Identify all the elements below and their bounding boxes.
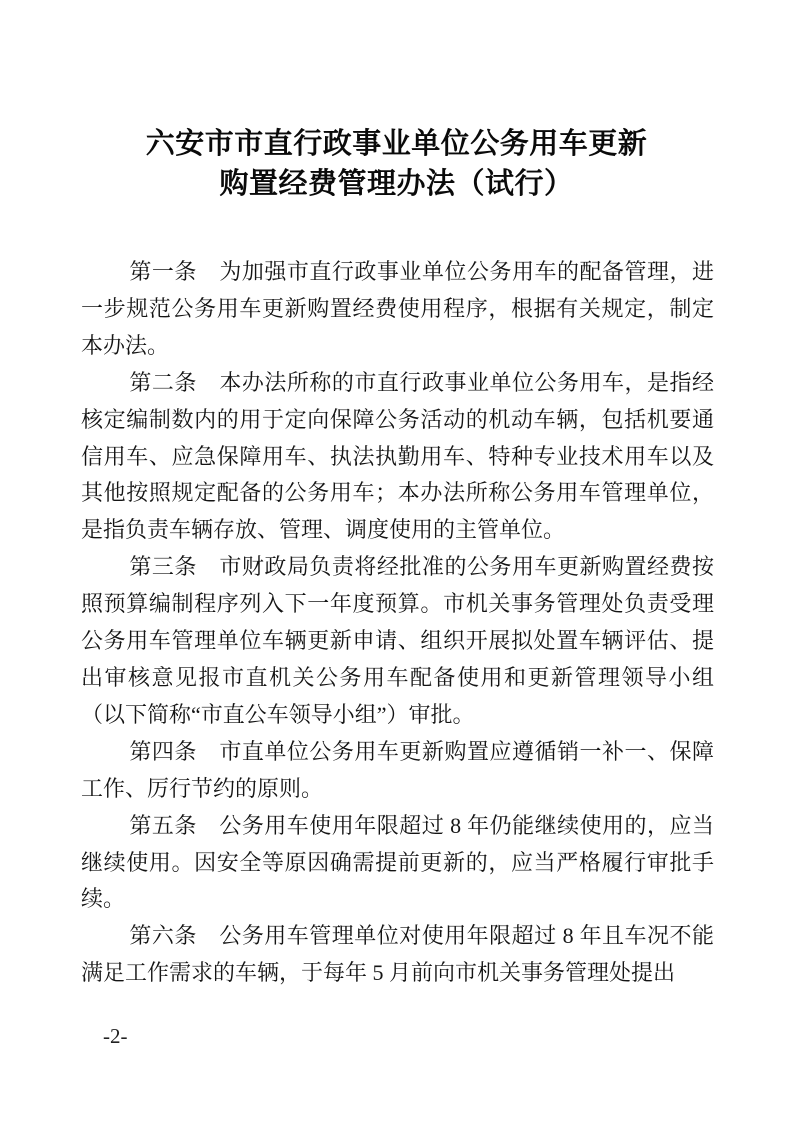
document-body <box>81 254 714 992</box>
paragraph-article-2: 第二条 本办法所称的市直行政事业单位公务用车，是指经核定编制数内的用于定向保障公务活动的机动车辆，包括机要通信用车、应急保障用车、执法执勤用车、特种专业技术用车以及其他按照规定配备的公务用车；本办法所称公务用车管理单位，是指负责车辆存放、管理、调度使用的主管单位。 <box>81 369 714 543</box>
document-title <box>0 0 793 204</box>
document-title-line-2: 购置经费管理办法（试行） <box>219 168 574 200</box>
paragraph-article-6: 第六条 公务用车管理单位对使用年限超过 8 年且车况不能满足工作需求的车辆，于每年 5 月前向市机关事务管理处提出 <box>81 923 714 986</box>
paragraph-article-5: 第五条 公务用车使用年限超过 8 年仍能继续使用的，应当继续使用。因安全等原因确需提前更新的，应当严格履行审批手续。 <box>81 812 714 912</box>
paragraph-article-3: 第三条 市财政局负责将经批准的公务用车更新购置经费按照预算编制程序列入下一年度预算。市机关事务管理处负责受理公务用车管理单位车辆更新申请、组织开展拟处置车辆评估、提出审核意见报市直机关公务用车配备使用和更新管理领导小组（以下简称“市直公车领导小组”）审批。 <box>81 554 714 727</box>
document-title-line-1: 六安市市直行政事业单位公务用车更新 <box>145 128 648 160</box>
page-number: -2- <box>103 1024 128 1048</box>
paragraph-article-1: 第一条 为加强市直行政事业单位公务用车的配备管理，进一步规范公务用车更新购置经费使用程序，根据有关规定，制定本办法。 <box>81 259 714 358</box>
paragraph-article-4: 第四条 市直单位公务用车更新购置应遵循销一补一、保障工作、厉行节约的原则。 <box>81 738 714 801</box>
